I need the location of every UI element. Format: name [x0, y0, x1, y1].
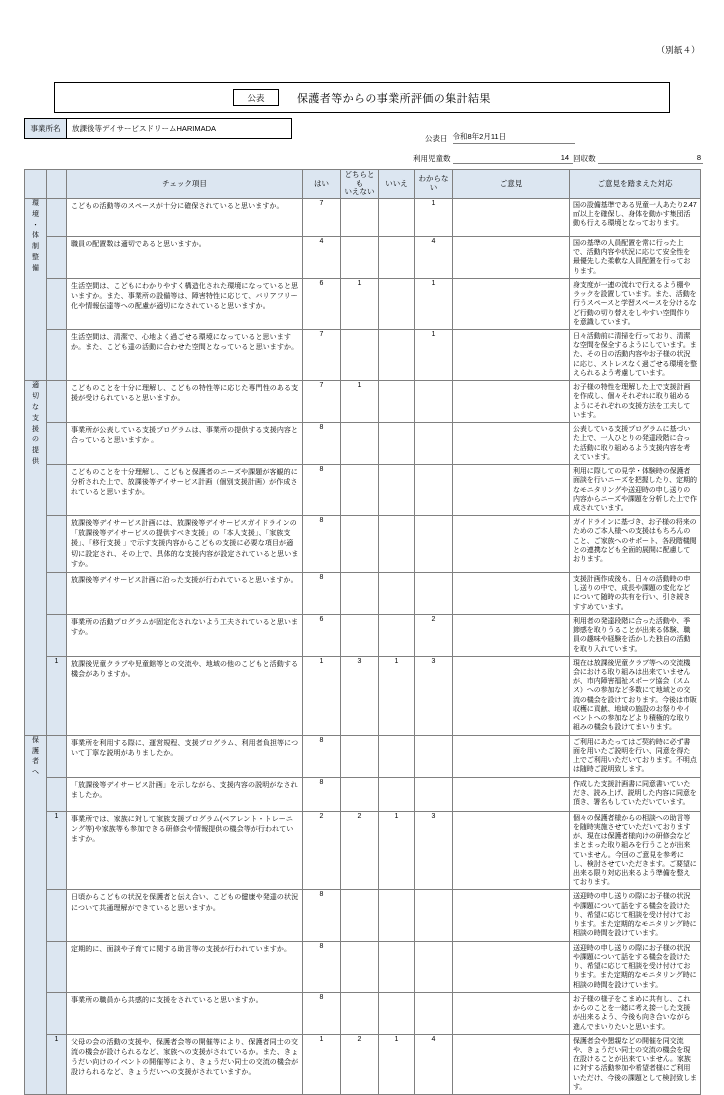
opinion-text [453, 278, 570, 329]
count-neutral: 1 [341, 381, 379, 423]
count-yes: 1 [303, 656, 341, 735]
count-no [379, 381, 415, 423]
count-no: 1 [379, 811, 415, 890]
row-number [47, 516, 67, 573]
count-neutral [341, 890, 379, 941]
header-number [47, 170, 67, 199]
table-row [25, 735, 701, 777]
check-item-text: 事業所が公表している支援プログラムは、事業所の提供する支援内容と合っていると思いますか 。 [67, 423, 303, 465]
row-number [47, 465, 67, 516]
table-row [25, 381, 701, 423]
children-count-value: 14 [453, 153, 574, 164]
header-neutral-line2: いえない [344, 187, 375, 197]
response-text: 公表している支援プログラムに基づいた上で、一人ひとりの発達段階に合った活動に取り組めるよう支援内容を考えています。 [570, 423, 701, 465]
count-no [379, 278, 415, 329]
count-unknown: 3 [415, 811, 453, 890]
count-yes: 8 [303, 465, 341, 516]
opinion-text [453, 992, 570, 1034]
count-neutral [341, 198, 379, 236]
check-item-text: 「放課後等デイサービス計画」を示しながら、支援内容の説明がなされましたか。 [67, 777, 303, 811]
table-row [25, 329, 701, 380]
count-no [379, 329, 415, 380]
row-number: 1 [47, 811, 67, 890]
evaluation-table [24, 169, 701, 1095]
count-neutral: 1 [341, 278, 379, 329]
header-yes: はい [303, 170, 341, 199]
count-yes: 8 [303, 572, 341, 614]
check-item-text: 生活空間は、こどもにわかりやすく構造化された環境になっていると思いますか。また、事業所の設備等は、障害特性に応じて、バリアフリー化や情報伝達等への配慮が適切になされていると思いますか。 [67, 278, 303, 329]
count-neutral [341, 236, 379, 278]
category-label: 環 境 ・ 体 制 整 備 [25, 198, 47, 380]
opinion-text [453, 572, 570, 614]
table-header-row [25, 170, 701, 199]
count-neutral [341, 465, 379, 516]
check-item-text: 父母の会の活動の支援や、保護者会等の開催等により、保護者同士の交流の機会が設けられるなど、家族への支援がされているか。また、きょうだい向けのイベントの開催等により、きょうだい同士の交流の機会が設けられるなど、きょうだいへの支援がされていますか。 [67, 1034, 303, 1094]
count-yes: 1 [303, 1034, 341, 1094]
opinion-text [453, 465, 570, 516]
category-label: 適 切 な 支 援 の 提 供 [25, 381, 47, 736]
row-number [47, 198, 67, 236]
table-row [25, 423, 701, 465]
collected-count-value: 8 [598, 153, 703, 164]
row-number [47, 278, 67, 329]
count-yes: 8 [303, 992, 341, 1034]
count-neutral: 3 [341, 656, 379, 735]
response-text: 保護者会や懇親などの開催を同交流や、きょうだい同士の交流の機会を現在設けることが出来ていません。家族に対する活動参加や希望者様にご利用いただけ、今後の課題として検討致します。 [570, 1034, 701, 1094]
header-neutral [341, 170, 379, 199]
count-no [379, 516, 415, 573]
count-unknown [415, 992, 453, 1034]
count-no [379, 572, 415, 614]
check-item-text: こどものことを十分理解し、こどもと保護者のニーズや課題が客観的に分析された上で、放課後等デイサービス計画（個別支援計画）が作成されていると思いますか。 [67, 465, 303, 516]
count-unknown: 4 [415, 1034, 453, 1094]
count-yes: 8 [303, 890, 341, 941]
row-number [47, 329, 67, 380]
opinion-text [453, 1034, 570, 1094]
count-neutral [341, 516, 379, 573]
office-name-label: 事業所名 [25, 119, 67, 138]
count-neutral [341, 329, 379, 380]
check-item-text: 放課後等デイサービス計画に沿った支援が行われていると思いますか。 [67, 572, 303, 614]
table-row [25, 465, 701, 516]
publish-date-label: 公表日 [425, 134, 448, 143]
table-row [25, 656, 701, 735]
opinion-text [453, 890, 570, 941]
count-yes: 7 [303, 329, 341, 380]
publish-date-value: 令和8年2月11日 [453, 131, 575, 144]
count-unknown [415, 381, 453, 423]
count-neutral [341, 735, 379, 777]
check-item-text: 事業所の活動プログラムが固定化されないよう工夫されていると思いますか。 [67, 614, 303, 656]
count-no: 1 [379, 1034, 415, 1094]
response-text: 利用に際しての見学・体験時の保護者面談を行いニーズを把握したり、定期的なモニタリングや送迎時の申し送りの内容からニーズや課題を分析した上で作成されています。 [570, 465, 701, 516]
count-yes: 8 [303, 735, 341, 777]
response-text: 現在は放課後児童クラブ等への交流機会における取り組みは出来ていませんが、市内障害福祉スポーツ協会（スムス）への参加など多数にて地域との交流の機会を設けております。今後は市販収穫に貢献、地域の施設のお祭りやイベントへの参加などより積極的な取り組みの機会も設けてまいります。 [570, 656, 701, 735]
check-item-text: 日頃からこどもの状況を保護者と伝え合い、こどもの健康や発達の状況について共通理解ができていると思いますか。 [67, 890, 303, 941]
response-text: 国の設備基準である児童一人あたり2.47㎡以上を確保し、身体を動かす集団活動も行える環境となっております。 [570, 198, 701, 236]
count-neutral [341, 941, 379, 992]
table-row [25, 572, 701, 614]
count-yes: 4 [303, 236, 341, 278]
count-yes: 6 [303, 278, 341, 329]
row-number [47, 941, 67, 992]
count-neutral [341, 992, 379, 1034]
check-item-text: こどもの活動等のスペースが十分に確保されていると思いますか。 [67, 198, 303, 236]
table-row [25, 516, 701, 573]
response-text: 日々活動前に清掃を行っており、清潔な空間を保全するようにしています。また、その日の活動内容やお子様の状況に応じ、ストレスなく過ごせる環境を整えられるよう考慮しています。 [570, 329, 701, 380]
count-yes: 7 [303, 381, 341, 423]
office-name-value: 放課後等デイサービスドリームHARIMADA [72, 124, 217, 133]
row-number [47, 423, 67, 465]
response-text: ガイドラインに基づき、お子様の将来のためのご本人様への支援はもちろんのこと、ご家族へのサポート、各段階機関との連携なども全面的展開に配慮しております。 [570, 516, 701, 573]
children-count-label: 利用児童数 [413, 154, 451, 163]
count-no [379, 992, 415, 1034]
count-no [379, 941, 415, 992]
count-yes: 8 [303, 777, 341, 811]
row-number [47, 614, 67, 656]
check-item-text: 放課後等デイサービス計画には、放課後等デイサービスガイドラインの「放課後等デイサービスの提供すべき支援」の「本人支援」、「家族支援」、「移行支援 」で示す支援内容からこどもの支援に必要な項目が適切に設定され、その上で、具体的な支援内容が設定されていると思いますか。 [67, 516, 303, 573]
opinion-text [453, 777, 570, 811]
table-row [25, 614, 701, 656]
header-neutral-line1: どちらとも [344, 170, 375, 188]
row-number [47, 890, 67, 941]
table-body [25, 198, 701, 1094]
count-neutral: 2 [341, 1034, 379, 1094]
opinion-text [453, 811, 570, 890]
check-item-text: 定期的に、面談や子育てに関する助言等の支援が行われていますか。 [67, 941, 303, 992]
count-no [379, 465, 415, 516]
category-label: 保 護 者 へ [25, 735, 47, 1095]
response-text: 利用者の発達段階に合った活動や、季節感を取りうることが出来る体験、職員の趣味や経験を活かした独自の活動を取り入れています。 [570, 614, 701, 656]
count-no [379, 236, 415, 278]
count-unknown: 1 [415, 329, 453, 380]
opinion-text [453, 236, 570, 278]
count-neutral [341, 777, 379, 811]
count-neutral [341, 423, 379, 465]
count-no [379, 614, 415, 656]
count-no [379, 890, 415, 941]
count-yes: 8 [303, 516, 341, 573]
page-title: 保護者等からの事業所評価の集計結果 [297, 92, 491, 105]
opinion-text [453, 423, 570, 465]
header-category [25, 170, 47, 199]
header-opinion: ご意見 [453, 170, 570, 199]
table-row [25, 890, 701, 941]
count-neutral: 2 [341, 811, 379, 890]
count-unknown: 1 [415, 278, 453, 329]
table-row [25, 236, 701, 278]
row-number [47, 572, 67, 614]
count-yes: 8 [303, 423, 341, 465]
title-band [54, 82, 670, 113]
count-unknown [415, 572, 453, 614]
publication-badge: 公表 [233, 89, 279, 106]
response-text: お子様の様子をこまめに共有し、これからのことを一緒に考え接一した支援が出来るよう、今後も向き合いながら進んでまいりたいと思います。 [570, 992, 701, 1034]
check-item-text: 事業所では、家族に対して家族支援プログラム(ペアレント・トレーニング等)や家族等も参加できる研修会や情報提供の機会等が行われていますか。 [67, 811, 303, 890]
count-yes: 8 [303, 941, 341, 992]
check-item-text: 生活空間は、清潔で、心地よく過ごせる環境になっていると思いますか。また、こども達の活動に合わせた空間となっていると思いますか。 [67, 329, 303, 380]
table-row [25, 941, 701, 992]
count-unknown: 3 [415, 656, 453, 735]
table-row [25, 1034, 701, 1094]
table-row [25, 278, 701, 329]
table-row [25, 777, 701, 811]
count-unknown: 1 [415, 198, 453, 236]
count-unknown [415, 423, 453, 465]
count-yes: 7 [303, 198, 341, 236]
response-text: 個々の保護者様からの相談への助言等を随時実施させていただいておりますが、現在は保護者様向けの研修会などまとまった取り組みを行うことが出来ていません。今回のご意見を参考にし、検討させていただきます。ご要望に出来る限り対応出来るよう準備を整えております。 [570, 811, 701, 890]
row-number [47, 992, 67, 1034]
header-unknown: わからない [415, 170, 453, 199]
response-text: ご利用にあたってはご契約時に必ず書面を用いたご説明を行い、同意を得た上でご利用いただいております。不明点は随時ご説明致します。 [570, 735, 701, 777]
table-row [25, 198, 701, 236]
check-item-text: 事業所を利用する際に、運営規程、支援プログラム、利用者負担等について丁寧な説明がありましたか。 [67, 735, 303, 777]
count-unknown [415, 890, 453, 941]
count-neutral [341, 614, 379, 656]
count-no: 1 [379, 656, 415, 735]
collected-count-label: 回収数 [573, 154, 596, 163]
count-unknown [415, 777, 453, 811]
count-yes: 6 [303, 614, 341, 656]
table-row [25, 992, 701, 1034]
count-unknown [415, 735, 453, 777]
publish-date-field [425, 131, 575, 144]
row-number: 1 [47, 656, 67, 735]
check-item-text: 職員の配置数は適切であると思いますか。 [67, 236, 303, 278]
count-no [379, 423, 415, 465]
count-unknown: 2 [415, 614, 453, 656]
count-no [379, 735, 415, 777]
response-text: 作成した支援計画書に同意書いていただき、読み上げ、説明した内容に同意を頂き、署名もしていただいています。 [570, 777, 701, 811]
header-no: いいえ [379, 170, 415, 199]
response-text: お子様の特性を理解した上で支援計画を作成し、個々それぞれに取り組めるようにそれぞれの支援方法を工夫しています。 [570, 381, 701, 423]
response-text: 送迎時の申し送りの際にお子様の状況や課題について話をする機会を設けたり、希望に応じて相談を受け付けております。また定期的なモニタリング時に相談の時間を設けています。 [570, 890, 701, 941]
response-text: 送迎時の申し送りの際にお子様の状況や課題について話をする機会を設けたり、希望に応じて相談を受け付けております。また定期的なモニタリング時に相談の時間を設けています。 [570, 941, 701, 992]
row-number [47, 381, 67, 423]
count-unknown [415, 465, 453, 516]
opinion-text [453, 735, 570, 777]
opinion-text [453, 656, 570, 735]
count-no [379, 198, 415, 236]
counts-row [413, 153, 703, 164]
office-name-field [24, 118, 292, 139]
opinion-text [453, 614, 570, 656]
row-number: 1 [47, 1034, 67, 1094]
count-unknown: 4 [415, 236, 453, 278]
table-row [25, 811, 701, 890]
check-item-text: こどものことを十分に理解し、こどもの特性等に応じた専門性のある支援が受けられていると思いますか。 [67, 381, 303, 423]
opinion-text [453, 941, 570, 992]
opinion-text [453, 198, 570, 236]
count-unknown [415, 516, 453, 573]
count-yes: 2 [303, 811, 341, 890]
row-number [47, 735, 67, 777]
count-unknown [415, 941, 453, 992]
response-text: 身支度が一連の流れで行えるよう棚やラックを設置しています。また、活動を行うスペースと学習スペースを分けるなど行動の切り替えをしやすい空間作りを意識しています。 [570, 278, 701, 329]
row-number [47, 777, 67, 811]
opinion-text [453, 516, 570, 573]
opinion-text [453, 381, 570, 423]
row-number [47, 236, 67, 278]
check-item-text: 事業所の職員から共感的に支援をされていると思いますか。 [67, 992, 303, 1034]
form-number: （別紙４） [656, 45, 700, 55]
header-response: ご意見を踏まえた対応 [570, 170, 701, 199]
response-text: 国の基準の人員配置を常に行った上で、活動内容や状況に応じて安全性を最優先した柔軟な人員配置を行っております。 [570, 236, 701, 278]
header-item: チェック項目 [67, 170, 303, 199]
response-text: 支援計画作成後も、日々の活動時の申し送りの中で、成長や課題の変化などについて随時の共有を行い、引き続きすすめています。 [570, 572, 701, 614]
check-item-text: 放課後児童クラブや児童館等との交流や、地域の他のこどもと活動する機会がありますか。 [67, 656, 303, 735]
opinion-text [453, 329, 570, 380]
count-neutral [341, 572, 379, 614]
count-no [379, 777, 415, 811]
